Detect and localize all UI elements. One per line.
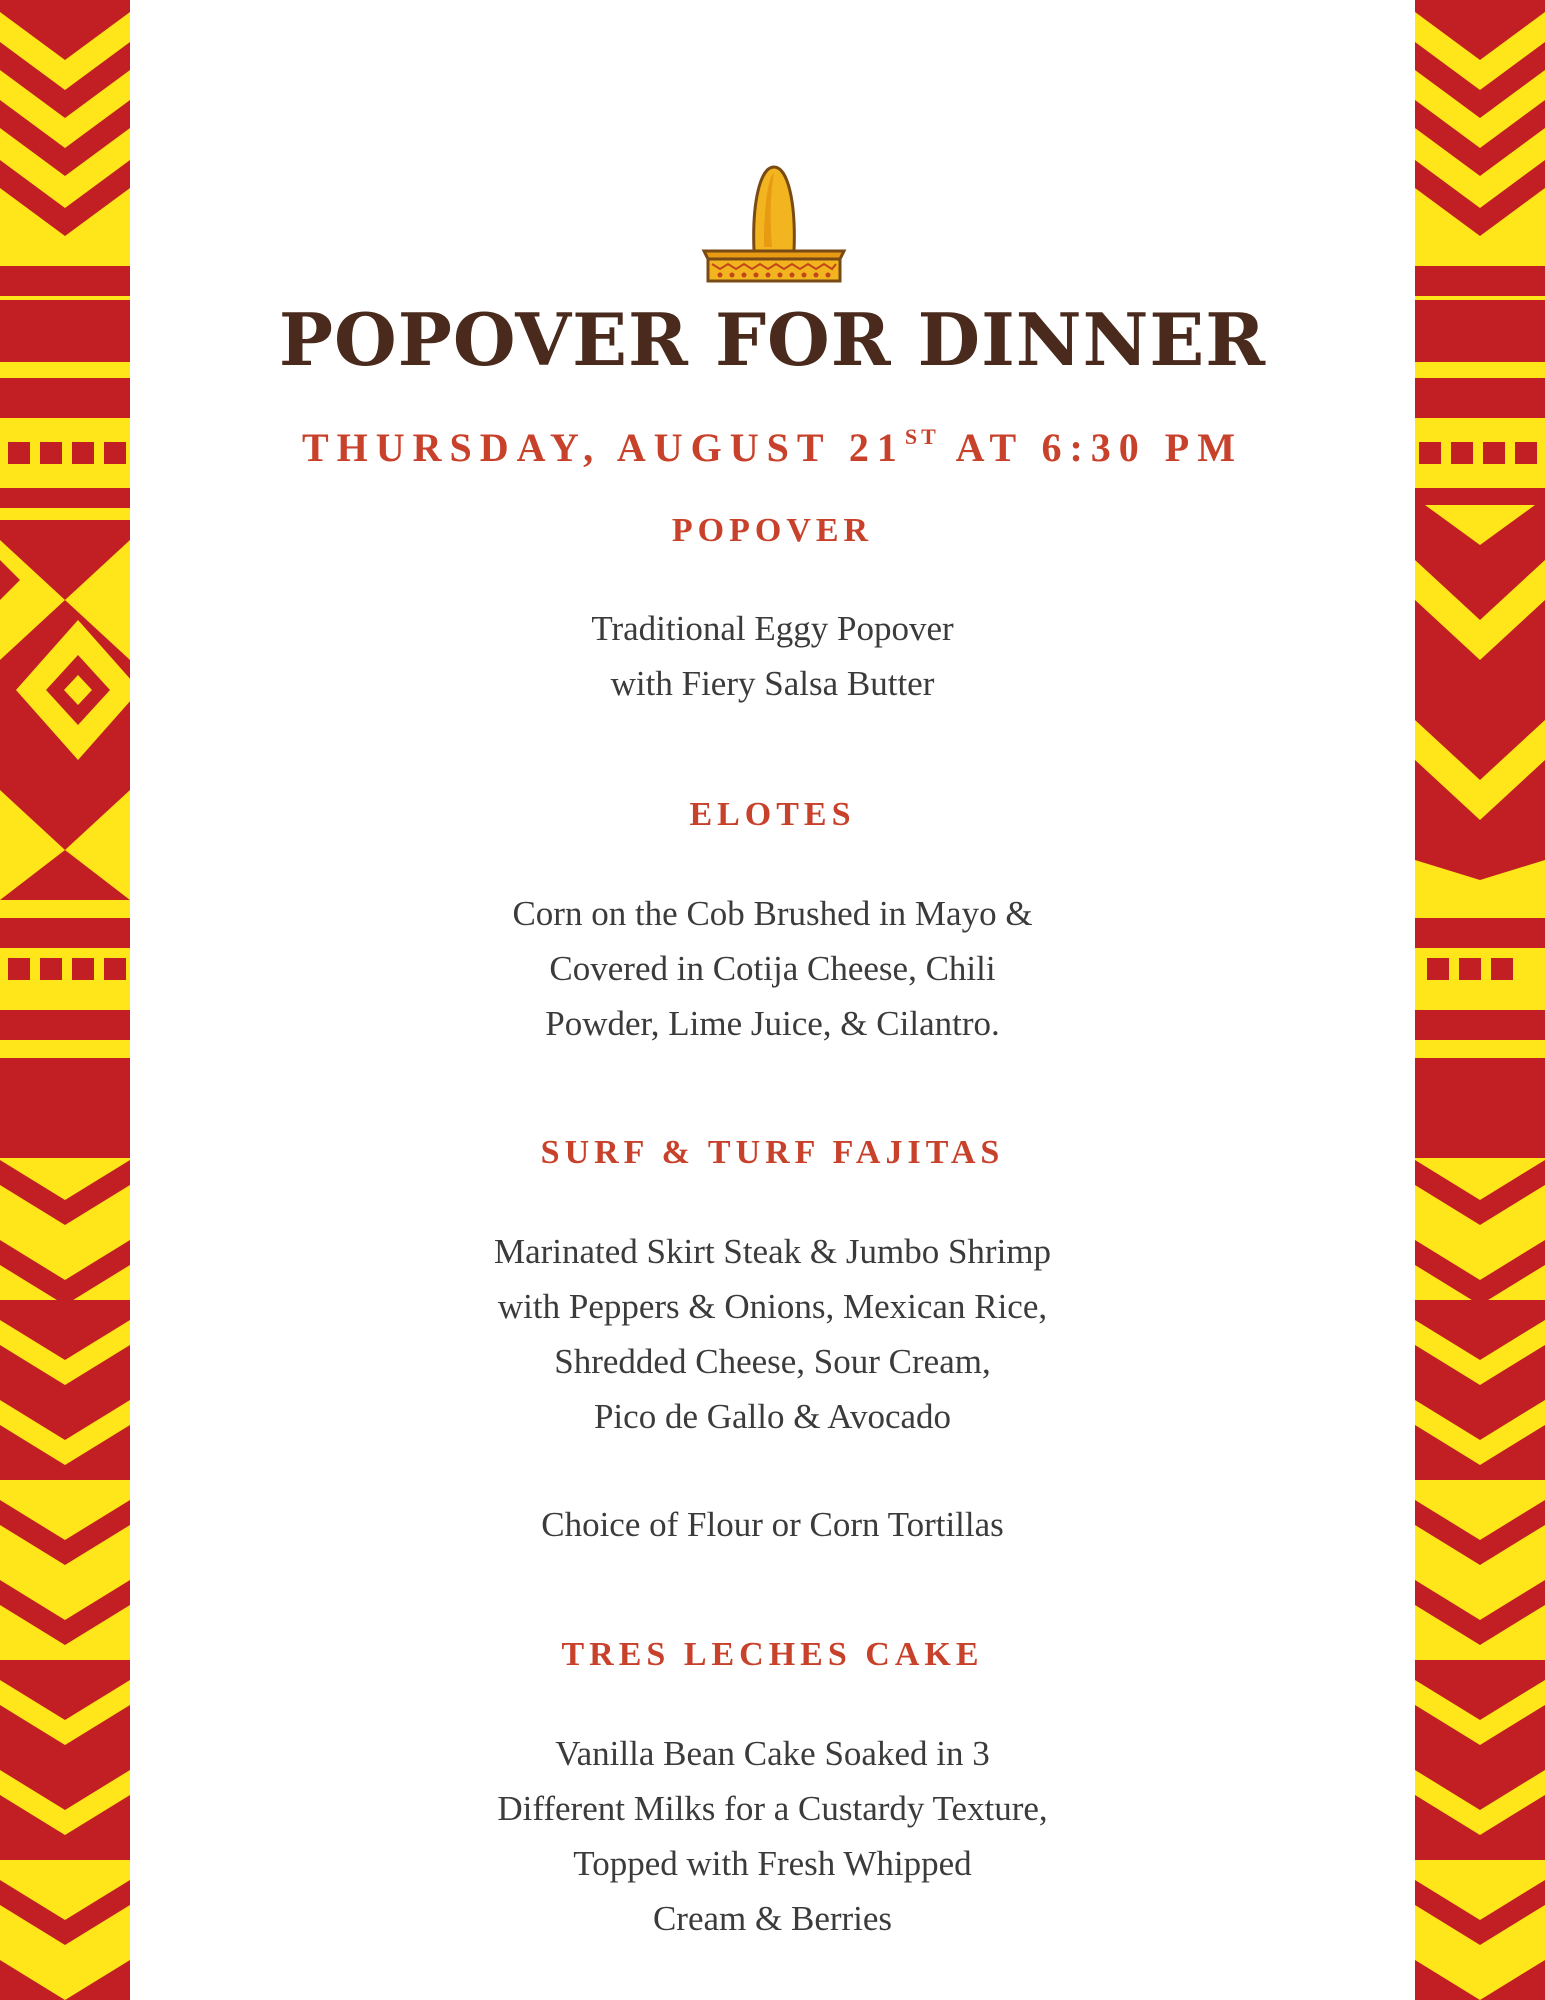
- section-extra-fajitas: Choice of Flour or Corn Tortillas: [541, 1505, 1004, 1544]
- section-line: Shredded Cheese, Sour Cream,: [554, 1342, 991, 1381]
- section-line: Covered in Cotija Cheese, Chili: [549, 949, 996, 988]
- section-line: Different Milks for a Custardy Texture,: [497, 1789, 1048, 1828]
- left-pattern-border: [0, 0, 130, 2000]
- section-heading-tres-leches: TRES LECHES CAKE: [561, 1636, 984, 1673]
- section-body-fajitas: [130, 1224, 1415, 1444]
- section-heading-popover: POPOVER: [671, 512, 874, 549]
- section-line: Corn on the Cob Brushed in Mayo &: [512, 894, 1033, 933]
- section-line: Marinated Skirt Steak & Jumbo Shrimp: [493, 1232, 1052, 1271]
- section-line: Powder, Lime Juice, & Cilantro.: [545, 1004, 1000, 1043]
- section-line: Traditional Eggy Popover: [591, 609, 954, 648]
- section-body-elotes: [130, 886, 1415, 1051]
- section-heading-elotes: ELOTES: [689, 796, 856, 833]
- section-line: Pico de Gallo & Avocado: [593, 1397, 952, 1436]
- section-heading-fajitas: SURF & TURF FAJITAS: [540, 1134, 1005, 1171]
- section-line: with Fiery Salsa Butter: [610, 664, 935, 703]
- section-line: Vanilla Bean Cake Soaked in 3: [555, 1734, 990, 1773]
- section-body-tres-leches: [130, 1726, 1415, 1946]
- right-pattern-border: [1415, 0, 1545, 2000]
- event-date: [130, 424, 1415, 471]
- event-date-suffix: ST: [904, 424, 940, 449]
- section-line: Topped with Fresh Whipped: [573, 1844, 972, 1883]
- event-time: AT 6:30 PM: [955, 425, 1243, 470]
- section-line: Cream & Berries: [652, 1899, 893, 1938]
- section-line: with Peppers & Onions, Mexican Rice,: [497, 1287, 1048, 1326]
- sombrero-icon: [698, 163, 850, 288]
- page-title: POPOVER FOR DINNER: [278, 297, 1267, 382]
- menu-content: [130, 0, 1415, 2000]
- event-date-main: THURSDAY, AUGUST 21: [301, 425, 905, 470]
- section-body-popover: [130, 601, 1415, 711]
